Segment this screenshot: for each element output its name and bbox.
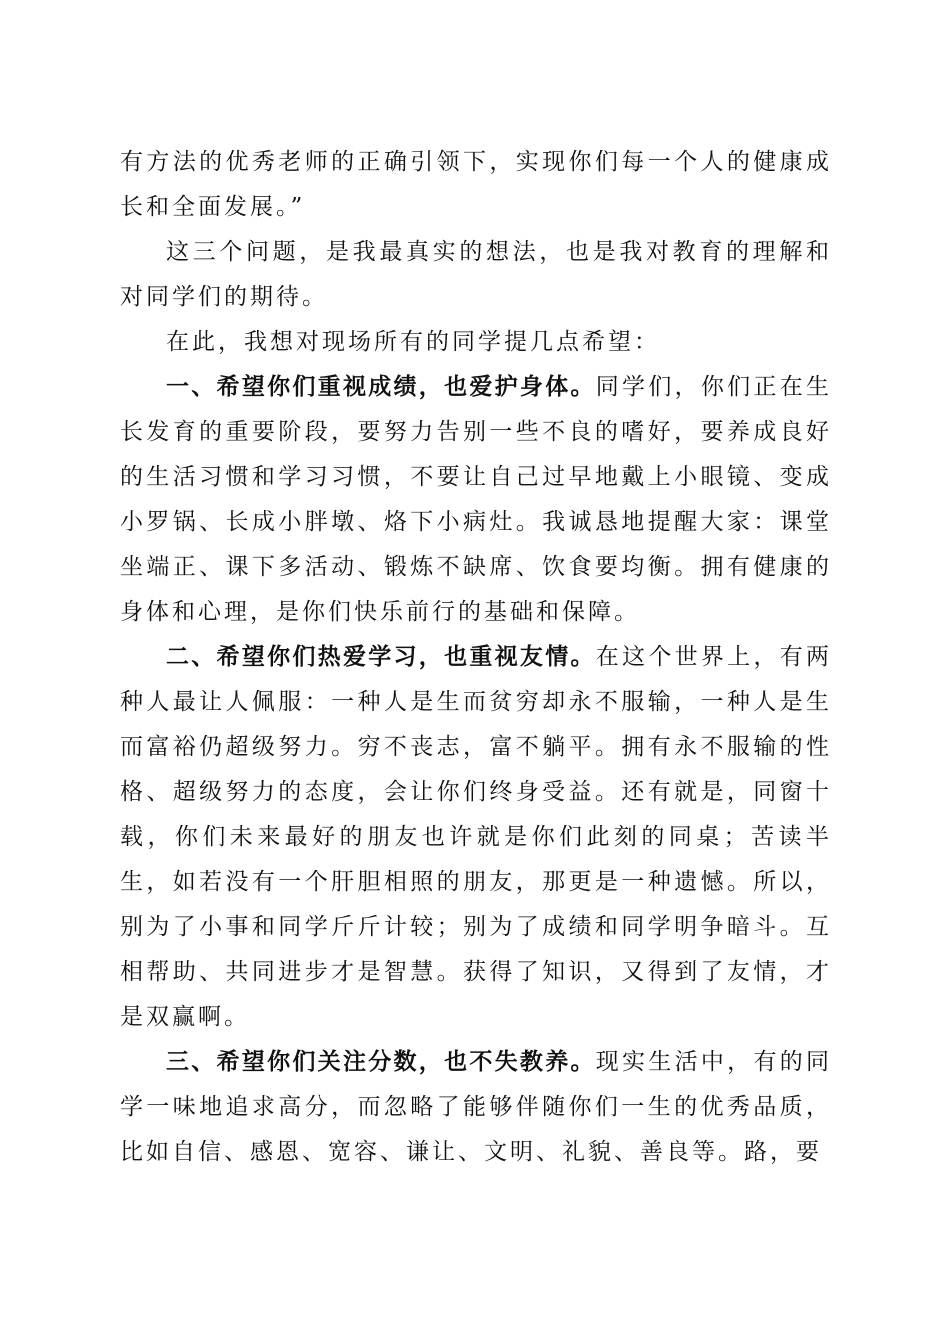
paragraph: [120, 230, 832, 320]
section-heading: 二、希望你们热爱学习，也重视友情。: [166, 644, 596, 670]
section-heading: 一、希望你们重视成绩，也爱护身体。: [166, 374, 596, 400]
paragraph: [120, 635, 832, 1040]
paragraph-text: 有方法的优秀老师的正确引领下，实现你们每一个人的健康成长和全面发展。”: [120, 149, 832, 220]
paragraph: [120, 140, 832, 230]
paragraph-text: 在此，我想对现场所有的同学提几点希望：: [166, 329, 660, 355]
paragraph: [120, 320, 832, 365]
paragraph: [120, 365, 832, 635]
paragraph-text: 在这个世界上，有两种人最让人佩服：一种人是生而贫穷却永不服输，一种人是生而富裕仍超级努力。穷不丧志，富不躺平。拥有永不服输的性格、超级努力的态度，会让你们终身受益。还有就是，同窗十载，你们未来最好的朋友也许就是你们此刻的同桌；苦读半生，如若没有一个肝胆相照的朋友，那更是一种遗憾。所以，别为了小事和同学斤斤计较；别为了成绩和同学明争暗斗。互相帮助、共同进步才是智慧。获得了知识，又得到了友情，才是双赢啊。: [120, 644, 833, 1030]
paragraph-text: 现实生活中，有的同学一味地追求高分，而忽略了能够伴随你们一生的优秀品质，比如自信、感恩、宽容、谦让、文明、礼貌、善良等。路，要: [120, 1049, 833, 1165]
section-heading: 三、希望你们关注分数，也不失教养。: [166, 1049, 596, 1075]
paragraph: [120, 1040, 832, 1175]
paragraph-text: 同学们，你们正在生长发育的重要阶段，要努力告别一些不良的嗜好，要养成良好的生活习惯和学习习惯，不要让自己过早地戴上小眼镜、变成小罗锅、长成小胖墩、烙下小病灶。我诚恳地提醒大家：课堂坐端正、课下多活动、锻炼不缺席、饮食要均衡。拥有健康的身体和心理，是你们快乐前行的基础和保障。: [120, 374, 833, 625]
paragraph-text: 这三个问题，是我最真实的想法，也是我对教育的理解和对同学们的期待。: [120, 239, 832, 310]
document-body: [120, 140, 832, 1175]
